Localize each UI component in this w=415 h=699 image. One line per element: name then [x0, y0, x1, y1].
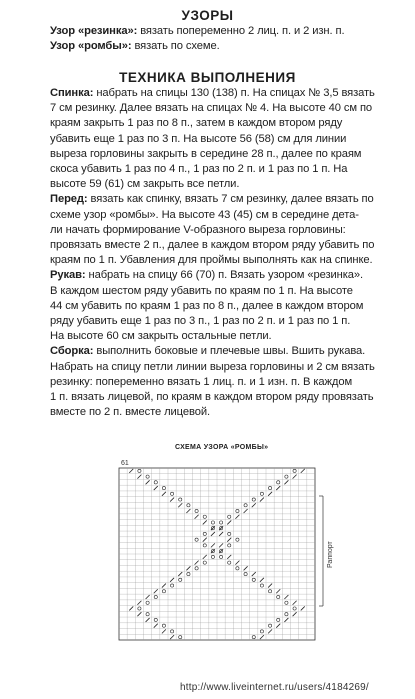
instruction-text: вместе по 2 п. вместе лицевой. — [50, 406, 210, 419]
chart-row-number: 61 — [121, 460, 129, 467]
instruction-line — [50, 360, 415, 375]
instruction-text: Набрать на спицу петли линии выреза горловины и 2 см вязать — [50, 360, 375, 373]
instruction-text: ли начать формирование V-образного выреза горловины: — [50, 223, 346, 236]
instruction-text: высоте 59 (61) см закрыть все петли. — [50, 178, 240, 191]
instruction-line — [50, 162, 415, 177]
instruction-line — [50, 405, 415, 420]
instruction-line — [50, 101, 415, 116]
instruction-section-label: Рукав: — [50, 269, 86, 282]
repeat-label: Раппорт — [327, 541, 334, 568]
chart-grid-svg — [113, 456, 343, 646]
instruction-section-label: Перед: — [50, 193, 88, 206]
instruction-text: провязать вместе 2 п., далее в каждом втором ряду убавить по — [50, 239, 375, 251]
source-url: http://www.liveinternet.ru/users/4184269/ — [180, 682, 369, 693]
instruction-line — [50, 284, 415, 299]
instruction-text: резинку: попеременно вязать 1 лиц. п. и 1 изн. п. В каждом — [50, 375, 353, 388]
instruction-text: выреза горловины закрыть в середине 28 п., далее по краям — [50, 147, 362, 160]
instruction-line — [50, 375, 415, 390]
instruction-text: набрать на спицу 66 (70) п. Вязать узором «резинка». — [85, 269, 364, 282]
pattern-diamonds-text: вязать по схеме. — [131, 40, 220, 52]
instruction-section-label: Сборка: — [50, 345, 94, 358]
pattern-diamonds-label: Узор «ромбы»: — [50, 40, 132, 52]
instruction-line — [50, 192, 415, 207]
instruction-text: схеме узор «ромбы». На высоте 43 (45) см в середине дета- — [50, 208, 359, 221]
instruction-text: ряду убавить еще 1 раз по 3 п., 1 раз по 2 п. и 1 раз по 1 п. — [50, 315, 351, 327]
instruction-text: вязать как спинку, вязать 7 см резинку, далее вязать по — [87, 193, 374, 206]
chart-title: СХЕМА УЗОРА «РОМБЫ» — [175, 444, 269, 451]
instruction-line — [50, 116, 415, 131]
pattern-rib-line — [50, 24, 415, 39]
technique-heading: ТЕХНИКА ВЫПОЛНЕНИЯ — [119, 70, 296, 85]
instruction-text: 7 см резинку. Далее вязать на спицах № 4. На высоте 40 см по — [50, 102, 373, 115]
instruction-line — [50, 253, 415, 268]
pattern-diamonds-line — [50, 39, 415, 54]
instruction-text: В каждом шестом ряду убавить по краям по 1 п. На высоте — [50, 284, 353, 297]
instruction-line — [50, 132, 415, 147]
instruction-section-label: Спинка: — [50, 87, 94, 99]
instruction-text: краям закрыть 1 раз по 8 п., затем в каждом втором ряду — [50, 117, 343, 130]
instruction-text: скоса убавить 1 раз по 4 п., 1 раз по 2 п. и 1 раз по 1 п. На — [50, 163, 348, 175]
pattern-rib-text: вязать попеременно 2 лиц. п. и 2 изн. п. — [137, 25, 345, 37]
diamond-pattern-chart — [113, 456, 343, 646]
instruction-text: убавить еще 1 раз по 3 п. На высоте 56 (58) см для линии — [50, 132, 347, 145]
instruction-line — [50, 238, 415, 253]
instruction-line — [50, 299, 415, 314]
patterns-heading: УЗОРЫ — [181, 8, 234, 23]
instruction-text: 1 п. вязать лицевой, по краям в каждом втором ряду провязать — [50, 391, 374, 403]
instruction-line — [50, 390, 415, 405]
instruction-line — [50, 329, 415, 344]
instruction-text: набрать на спицы 130 (138) п. На спицах № 3,5 вязать — [93, 87, 375, 99]
instruction-text: выполнить боковые и плечевые швы. Вшить рукава. — [93, 345, 366, 358]
instruction-line — [50, 208, 415, 223]
instruction-text: На высоте 60 см закрыть остальные петли. — [50, 330, 272, 343]
instruction-text: краям по 1 п. Убавления для проймы выполнять как на спинке. — [50, 254, 373, 267]
instruction-line — [50, 314, 415, 329]
instruction-line — [50, 223, 415, 238]
instruction-line — [50, 177, 415, 192]
instruction-line — [50, 86, 415, 101]
instruction-line — [50, 344, 415, 359]
pattern-rib-label: Узор «резинка»: — [50, 25, 138, 37]
instruction-line — [50, 147, 415, 162]
instruction-line — [50, 268, 415, 283]
instruction-text: 44 см убавить по краям 1 раз по 8 п., далее в каждом втором — [50, 299, 364, 312]
